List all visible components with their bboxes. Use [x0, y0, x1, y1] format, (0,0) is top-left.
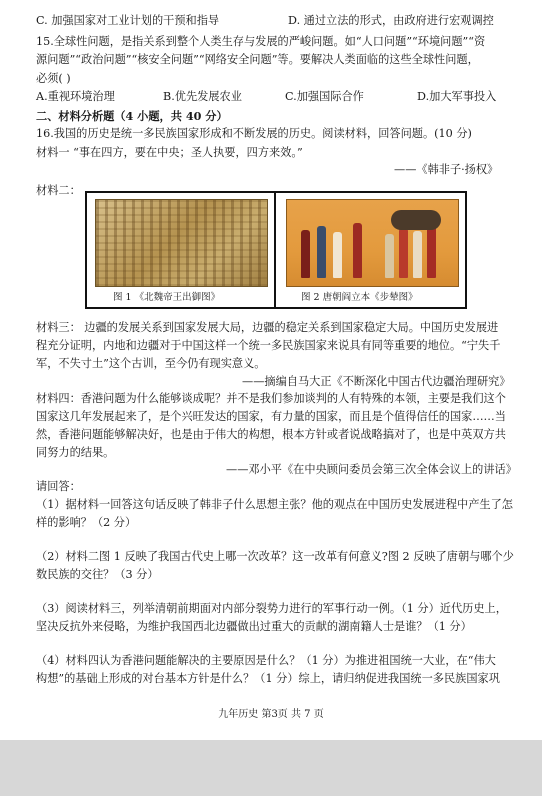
- text-segment: 材料四：香港问题为什么能够谈成呢？并不是我们参加谈判的人有特殊的本领，主要是我们这个: [36, 392, 506, 405]
- figure-divider: [274, 193, 276, 307]
- text-segment: C.加强国际合作: [285, 90, 364, 103]
- text-segment: 数民族的交往？（3 分）: [36, 568, 159, 581]
- text-segment: 二、材料分析题（4 小题，共 40 分）: [36, 109, 228, 123]
- text-segment: 请回答：: [36, 480, 81, 493]
- text-segment: ——《韩非子·扬权》: [394, 163, 499, 176]
- text-segment: （4）材料四认为香港问题能解决的主要原因是什么？（1 分）为推进祖国统一大业，在“伟大: [36, 654, 496, 667]
- text-segment: D.加大军事投入: [417, 90, 497, 103]
- material-two-figures: [85, 191, 467, 309]
- figure-1-image: [95, 199, 268, 287]
- text-segment: 程充分证明，内地和边疆对于中国这样一个统一多民族国家来说具有同等重要的地位。“宁失千: [36, 339, 501, 352]
- text-segment: 16.我国的历史是统一多民族国家形成和不断发展的历史。阅读材料，回答问题。(10 分): [36, 127, 472, 140]
- figure-1-caption: 图 1 《北魏帝王出御图》: [113, 292, 221, 303]
- text-segment: （1）据材料一回答这句话反映了韩非子什么思想主张？他的观点在中国历史发展进程中产生了怎: [36, 498, 513, 511]
- page-footer: 九年历史 第3页 共 7 页: [218, 709, 324, 720]
- text-segment: （3）阅读材料三，列举清朝前期面对内部分裂势力进行的军事行动一例。（1 分）近代历史上，: [36, 602, 507, 615]
- text-segment: 军，不失寸土”这个古训，至今仍有现实意义。: [36, 357, 266, 370]
- text-segment: D. 通过立法的形式，由政府进行宏观调控: [288, 14, 494, 27]
- text-segment: ——邓小平《在中央顾问委员会第三次全体会议上的讲话》: [226, 463, 517, 476]
- text-segment: 必须( ): [36, 72, 71, 85]
- text-segment: B.优先发展农业: [163, 90, 242, 103]
- text-segment: ——摘编自马大正《不断深化中国古代边疆治理研究》: [242, 375, 511, 388]
- text-segment: 同努力的结果。: [36, 446, 115, 459]
- figure-2-caption: 图 2 唐朝阎立本《步辇图》: [301, 292, 418, 303]
- text-segment: 样的影响？（2 分）: [36, 516, 137, 529]
- text-segment: 国家这几年发展起来了，是个兴旺发达的国家，有力量的国家，而且是个值得信任的国家……当: [36, 410, 506, 423]
- text-segment: 构想”的基础上形成的对台基本方针是什么？（1 分）综上，请归纳促进我国统一多民族国家巩: [36, 672, 500, 685]
- text-segment: C. 加强国家对工业计划的干预和指导: [36, 14, 220, 27]
- text-segment: 材料三： 边疆的发展关系到国家发展大局，边疆的稳定关系到国家稳定大局。中国历史发展进: [36, 321, 499, 334]
- text-segment: 材料一 “事在四方，要在中央；圣人执要，四方来效。”: [36, 146, 303, 159]
- text-segment: 15.全球性问题，是指关系到整个人类生存与发展的严峻问题。如“人口问题”“环境问题”“资: [36, 35, 486, 48]
- text-segment: 坚决反抗外来侵略，为维护我国西北边疆做出过重大的贡献的湖南籍人士是谁？（1 分）: [36, 620, 472, 633]
- text-segment: 材料二：: [36, 184, 81, 197]
- figure-2-image: [286, 199, 459, 287]
- text-segment: 然，香港问题能够解决好，也是由于伟大的构想，根本方针或者说战略搞对了，也是中英双方共: [36, 428, 506, 441]
- viewer-bottom-bar: [0, 740, 542, 796]
- text-segment: 源问题”“政治问题”“核安全问题”“网络安全问题”等。要解决人类面临的这些全球性问题，: [36, 53, 479, 66]
- text-segment: （2）材料二图 1 反映了我国古代史上哪一次改革？这一改革有何意义?图 2 反映了唐朝与哪个少: [36, 550, 514, 563]
- text-segment: A.重视环境治理: [36, 90, 115, 103]
